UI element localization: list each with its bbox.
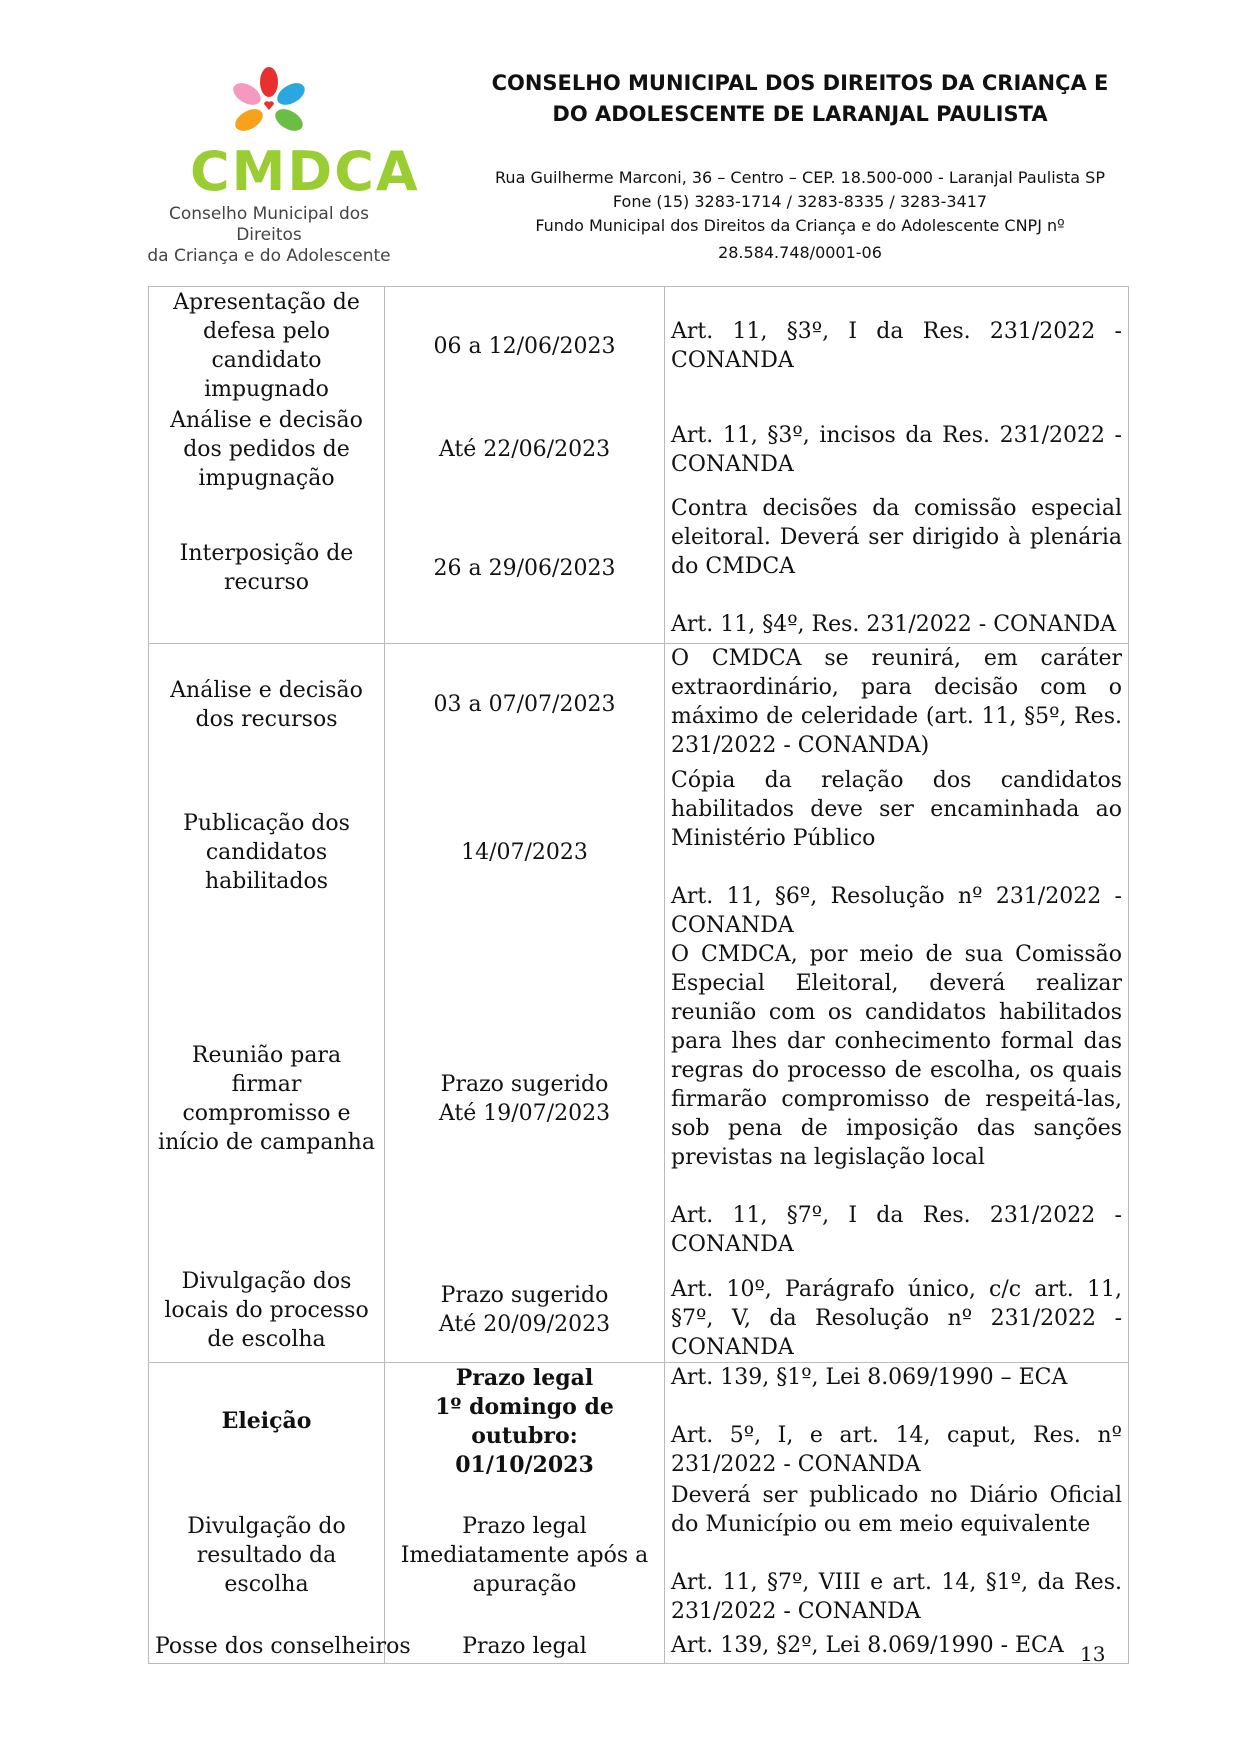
date-rule: 1º domingo de outubro: xyxy=(435,1393,614,1449)
table-row xyxy=(149,940,1129,1259)
date-value: Imediatamente após a apuração xyxy=(400,1543,649,1597)
table-row xyxy=(149,1631,1129,1664)
cnpj: 28.584.748/0001-06 xyxy=(718,243,882,262)
note-text: Art. 11, §7º, I da Res. 231/2022 - CONANDA xyxy=(671,1202,1122,1257)
address: Rua Guilherme Marconi, 36 – Centro – CEP. 18.500-000 - Laranjal Paulista SP xyxy=(495,168,1105,187)
step-cell: Apresentação de defesa pelo candidato impugnado xyxy=(149,287,385,406)
note-text: Art. 139, §2º, Lei 8.069/1990 - ECA xyxy=(671,1632,1064,1658)
date-cell xyxy=(385,1481,665,1631)
logo-subtitle-line2: da Criança e do Adolescente xyxy=(147,246,391,266)
step-cell: Publicação dos candidatos habilitados xyxy=(149,766,385,940)
step-cell: Divulgação do resultado da escolha xyxy=(149,1481,385,1631)
legal-basis-cell xyxy=(665,940,1129,1259)
legal-basis-cell xyxy=(665,287,1129,406)
date-value: 01/10/2023 xyxy=(455,1451,594,1478)
logo-subtitle-line1: Conselho Municipal dos Direitos xyxy=(168,204,370,245)
legal-basis-cell xyxy=(665,494,1129,644)
table-row xyxy=(149,1363,1129,1481)
step-cell: Análise e decisão dos pedidos de impugnação xyxy=(149,406,385,494)
date-cell xyxy=(385,940,665,1259)
step-cell: Análise e decisão dos recursos xyxy=(149,644,385,766)
note-text: Art. 11, §7º, VIII e art. 14, §1º, da Res. 231/2022 - CONANDA xyxy=(671,1569,1122,1624)
step-cell: Eleição xyxy=(149,1363,385,1481)
fund-name: Fundo Municipal dos Direitos da Criança e do Adolescente CNPJ nº xyxy=(535,216,1065,235)
legal-basis-cell xyxy=(665,1631,1129,1664)
note-text: Art. 11, §4º, Res. 231/2022 - CONANDA xyxy=(671,611,1116,637)
phone: Fone (15) 3283-1714 / 3283-8335 / 3283-3417 xyxy=(612,192,988,211)
logo-acronym: CMDCA xyxy=(190,140,420,203)
table-row xyxy=(149,1481,1129,1631)
date-value: Até 20/09/2023 xyxy=(438,1312,611,1338)
date-cell xyxy=(385,1259,665,1363)
legal-basis-cell xyxy=(665,1481,1129,1631)
note-text: Deverá ser publicado no Diário Oficial do Município ou em meio equivalente xyxy=(671,1482,1122,1537)
date-cell: 03 a 07/07/2023 xyxy=(385,644,665,766)
date-cell: 06 a 12/06/2023 xyxy=(385,287,665,406)
legal-basis-cell xyxy=(665,1259,1129,1363)
table-row xyxy=(149,406,1129,494)
date-cell: 14/07/2023 xyxy=(385,766,665,940)
table-row xyxy=(149,766,1129,940)
date-cell xyxy=(385,1363,665,1481)
date-cell: Até 22/06/2023 xyxy=(385,406,665,494)
step-cell: Reunião para firmar compromisso e início de campanha xyxy=(149,940,385,1259)
logo-subtitle xyxy=(138,204,400,267)
date-cell: Prazo legal xyxy=(385,1631,665,1664)
table-row xyxy=(149,1259,1129,1363)
step-cell: Divulgação dos locais do processo de escolha xyxy=(149,1259,385,1363)
legal-basis-cell xyxy=(665,1363,1129,1481)
note-text: Art. 10º, Parágrafo único, c/c art. 11, §7º, V, da Resolução nº 231/2022 - CONANDA xyxy=(671,1277,1122,1360)
note-text: O CMDCA, por meio de sua Comissão Especial Eleitoral, deverá realizar reunião com os candidatos habilitados para lhes dar conhecimento formal das regras do processo de escolha, os quais firmarão compromisso de respeitá-las, sob pena de imposição das sanções previstas na legislação local xyxy=(671,941,1122,1170)
election-schedule-table xyxy=(148,286,1129,1664)
page-number: 13 xyxy=(1080,1642,1106,1666)
note-text: Contra decisões da comissão especial eleitoral. Deverá ser dirigido à plenária do CMDCA xyxy=(671,495,1122,579)
legal-basis-cell xyxy=(665,644,1129,766)
council-title xyxy=(430,68,1170,130)
title-line2: DO ADOLESCENTE DE LARANJAL PAULISTA xyxy=(552,102,1048,126)
contact-info xyxy=(430,166,1170,265)
date-label: Prazo legal xyxy=(455,1364,594,1391)
note-text: O CMDCA se reunirá, em caráter extraordinário, para decisão com o máximo de celeridade (art. 11, §5º, Res. 231/2022 - CONANDA) xyxy=(671,646,1122,758)
date-label: Prazo legal xyxy=(462,1514,587,1539)
table-row xyxy=(149,287,1129,406)
date-label: Prazo sugerido xyxy=(440,1283,609,1309)
note-text: Art. 11, §6º, Resolução nº 231/2022 - CONANDA xyxy=(671,883,1122,938)
table-row xyxy=(149,494,1129,644)
title-line1: CONSELHO MUNICIPAL DOS DIREITOS DA CRIANÇA E xyxy=(491,71,1109,95)
legal-basis-cell xyxy=(665,766,1129,940)
step-cell: Posse dos conselheiros xyxy=(149,1631,385,1664)
note-text: Cópia da relação dos candidatos habilitados deve ser encaminhada ao Ministério Público xyxy=(671,767,1122,851)
legal-basis-cell xyxy=(665,406,1129,494)
note-text: Art. 11, §3º, I da Res. 231/2022 - CONANDA xyxy=(671,319,1122,374)
date-label: Prazo sugerido xyxy=(440,1072,609,1097)
date-cell: 26 a 29/06/2023 xyxy=(385,494,665,644)
step-cell: Interposição de recurso xyxy=(149,494,385,644)
hands-icon xyxy=(138,62,400,142)
note-text: Art. 11, §3º, incisos da Res. 231/2022 - CONANDA xyxy=(671,422,1122,477)
table-row xyxy=(149,644,1129,766)
note-text: Art. 5º, I, e art. 14, caput, Res. nº 231/2022 - CONANDA xyxy=(671,1423,1122,1477)
note-text: Art. 139, §1º, Lei 8.069/1990 – ECA xyxy=(671,1365,1068,1390)
date-value: Até 19/07/2023 xyxy=(438,1101,611,1126)
cmdca-logo xyxy=(138,62,420,266)
